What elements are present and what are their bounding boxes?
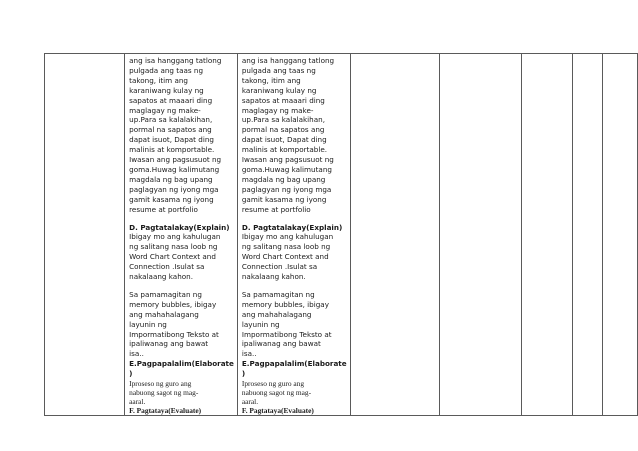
text-line: pormal na sapatos ang [241, 125, 325, 135]
section-heading-explain: D. Pagtatalakay(Explain) [241, 222, 343, 232]
text-line: Sa pamamagitan ng [241, 289, 315, 299]
empty-cell [350, 54, 439, 416]
text-line: Word Chart Context and [241, 252, 329, 262]
lesson-plan-table [44, 53, 638, 416]
text-line: takong, itim ang [129, 75, 188, 85]
text-line: goma.Huwag kalimutang [129, 164, 220, 174]
text-line: goma.Huwag kalimutang [241, 164, 332, 174]
text-line: ang isa hanggang tatlong [241, 56, 335, 65]
text-line: ipaliwanag ang bawat [241, 339, 321, 349]
empty-cell [439, 54, 521, 416]
text-line: nabuong sagot ng mag- [241, 388, 312, 398]
text-line: aaral. [241, 397, 259, 407]
paragraph-gap [129, 215, 234, 223]
section-heading-evaluate: F. Pagtataya(Evaluate) [129, 406, 202, 416]
text-line: malinis at komportable. [129, 145, 215, 155]
text-line: dapat isuot, Dapat ding [129, 135, 214, 145]
empty-cell-right [602, 54, 637, 416]
text-line: layunin ng [129, 319, 167, 329]
text-line: gamit kasama ng iyong [129, 194, 214, 204]
column-1-content [125, 54, 237, 415]
text-line: memory bubbles, ibigay [129, 299, 217, 309]
text-line: resume at portfolio [129, 204, 198, 214]
text-line: Iwasan ang pagsusuot ng [241, 155, 334, 165]
text-line: isa.. [241, 349, 257, 359]
paragraph-gap [129, 282, 234, 290]
text-line: paglagyan ng iyong mga [129, 184, 219, 194]
text-line: paglagyan ng iyong mga [241, 184, 332, 194]
text-line: maglagay ng make- [129, 105, 201, 115]
text-line: ng salitang nasa loob ng [129, 242, 218, 252]
section-heading-explain: D. Pagtatalakay(Explain) [129, 222, 230, 232]
text-line: karaniwang kulay ng [241, 85, 317, 95]
text-line: up.Para sa kalalakihan, [241, 115, 325, 125]
text-line: Connection .Isulat sa [241, 262, 318, 272]
column-2-content [238, 54, 350, 415]
text-line: pulgada ang taas ng [129, 65, 204, 75]
text-line: nakalaang kahon. [241, 272, 306, 282]
text-line: Iproseso ng guro ang [241, 379, 305, 389]
text-line: dapat isuot, Dapat ding [241, 135, 327, 145]
section-heading-elaborate: E.Pagpapalalim(Elaborate [129, 359, 234, 369]
section-heading-elaborate-end: ) [241, 369, 246, 379]
text-line: up.Para sa kalalakihan, [129, 115, 213, 125]
text-line: nabuong sagot ng mag- [129, 388, 199, 398]
column-2-cell [237, 54, 350, 416]
text-line: pormal na sapatos ang [129, 125, 212, 135]
text-line: Iproseso ng guro ang [129, 379, 192, 389]
text-line: takong, itim ang [241, 75, 301, 85]
text-line: pulgada ang taas ng [241, 65, 316, 75]
text-line: malinis at komportable. [241, 145, 328, 155]
text-line: Impormatibong Teksto at [241, 329, 332, 339]
paragraph-gap [242, 282, 347, 290]
column-1-cell [125, 54, 238, 416]
text-line: memory bubbles, ibigay [241, 299, 329, 309]
text-line: ang mahahalagang [241, 309, 312, 319]
text-line: magdala ng bag upang [129, 174, 213, 184]
text-line: nakalaang kahon. [129, 272, 193, 282]
text-line: Iwasan ang pagsusuot ng [129, 155, 222, 165]
text-line: ipaliwanag ang bawat [129, 339, 209, 349]
text-line: Ibigay mo ang kahulugan [241, 232, 334, 242]
text-line: layunin ng [241, 319, 280, 329]
text-line: magdala ng bag upang [241, 174, 326, 184]
text-line: ng salitang nasa loob ng [241, 242, 331, 252]
table-row [45, 54, 638, 416]
section-heading-elaborate-end: ) [129, 369, 133, 379]
text-line: karaniwang kulay ng [129, 85, 204, 95]
text-line: gamit kasama ng iyong [241, 194, 327, 204]
text-line: sapatos at maaari ding [241, 95, 325, 105]
text-line: Impormatibong Teksto at [129, 329, 219, 339]
text-line: ang isa hanggang tatlong [129, 56, 222, 65]
paragraph-gap [242, 215, 347, 223]
text-line: Ibigay mo ang kahulugan [129, 232, 221, 242]
empty-cell [573, 54, 603, 416]
text-line: resume at portfolio [241, 204, 311, 214]
empty-cell [521, 54, 572, 416]
empty-cell-left [45, 54, 125, 416]
text-line: Sa pamamagitan ng [129, 289, 202, 299]
section-heading-elaborate: E.Pagpapalalim(Elaborate [241, 359, 347, 369]
text-line: isa.. [129, 349, 144, 359]
text-line: aaral. [129, 397, 146, 407]
text-line: Connection .Isulat sa [129, 262, 205, 272]
text-line: maglagay ng make- [241, 105, 314, 115]
section-heading-evaluate: F. Pagtataya(Evaluate) [241, 406, 314, 416]
text-line: Word Chart Context and [129, 252, 216, 262]
text-line: ang mahahalagang [129, 309, 199, 319]
text-line: sapatos at maaari ding [129, 95, 213, 105]
